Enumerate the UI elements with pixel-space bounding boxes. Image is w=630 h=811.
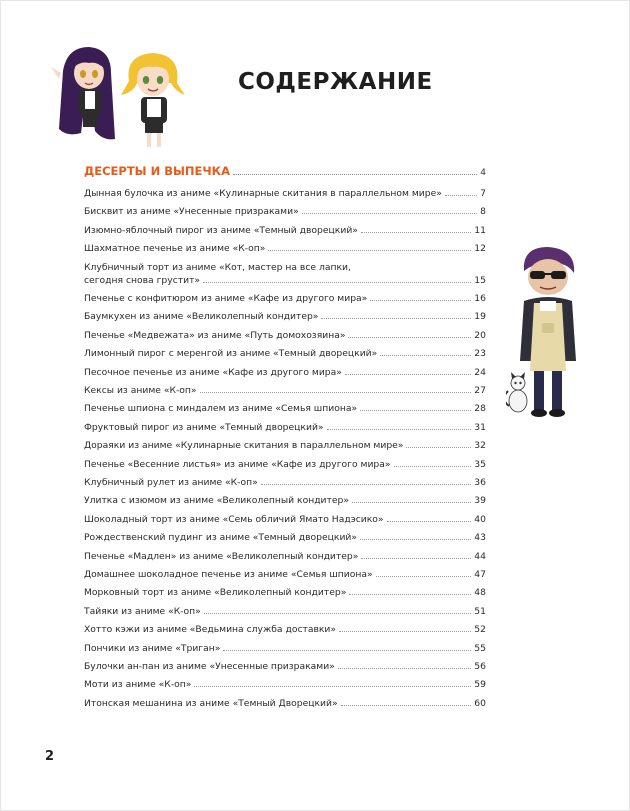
dot-leader (394, 466, 472, 467)
toc-entry-title: Клубничный торт из аниме «Кот, мастер на все лапки, (84, 261, 351, 273)
toc-entry (84, 550, 486, 563)
toc-entry-page: 59 (474, 679, 486, 691)
dot-leader (338, 668, 472, 669)
dot-leader (204, 613, 472, 614)
dot-leader (387, 521, 472, 522)
dot-leader (376, 576, 472, 577)
toc-entry (84, 623, 486, 636)
toc-entry (84, 586, 486, 599)
toc-entry (84, 642, 486, 655)
toc-entry-title: Фруктовый пирог из аниме «Темный дворецкий» (84, 421, 324, 433)
toc-entry (84, 261, 486, 287)
toc-entry (84, 402, 486, 415)
toc-entry-title: Печенье «Медвежата» из аниме «Путь домохозяина» (84, 329, 346, 341)
dot-leader (223, 650, 471, 651)
toc-entry-page: 43 (474, 532, 486, 544)
dot-leader (302, 213, 477, 214)
toc-entry-title: Хотто кэжи из аниме «Ведьмина служба доставки» (84, 624, 337, 636)
toc-entry-page: 55 (474, 642, 486, 654)
toc-entry-page: 24 (474, 366, 486, 378)
toc-entry-page: 47 (474, 569, 486, 580)
dot-leader (321, 318, 471, 319)
toc-entry-page: 11 (474, 224, 486, 236)
toc-entry-title: Печенье «Мадлен» из аниме «Великолепный кондитер» (84, 550, 359, 562)
toc-entry (84, 697, 486, 710)
dot-leader (361, 232, 471, 233)
dot-leader (380, 355, 471, 356)
toc-entry (84, 605, 486, 618)
toc-entry-title: Итонская мешанина из аниме «Темный Дворецкий» (84, 697, 338, 709)
toc-entry (84, 568, 486, 581)
toc-entry-page: 12 (474, 243, 486, 255)
toc-entry (84, 439, 486, 452)
toc-entry-title: Моти из аниме «К-оп» (84, 679, 192, 691)
toc-entry-title: Дораяки из аниме «Кулинарные скитания в параллельном мире» (84, 440, 404, 452)
toc-entry (84, 205, 486, 218)
toc-entry-page: 23 (474, 348, 486, 360)
dot-leader (360, 410, 471, 411)
toc-entry-title: Печенье шпиона с миндалем из аниме «Семья шпиона» (84, 403, 358, 415)
toc-entry-page: 31 (474, 421, 486, 433)
toc-entry (84, 384, 486, 397)
toc-entry (84, 531, 486, 544)
toc-entry-page: 60 (474, 697, 486, 709)
dot-leader (233, 174, 477, 175)
toc-entry-title: Лимонный пирог с меренгой из аниме «Темный дворецкий» (84, 348, 378, 360)
toc-entry-page: 27 (474, 385, 486, 396)
dot-leader (445, 195, 477, 196)
toc-entry-title: Дынная булочка из аниме «Кулинарные скитания в параллельном мире» (84, 188, 442, 199)
toc-entry-page: 8 (480, 206, 486, 218)
toc-entry-title: Шоколадный торт из аниме «Семь обличий Ямато Надэсико» (84, 513, 384, 525)
toc-entry-page: 48 (474, 587, 486, 599)
dot-leader (261, 484, 472, 485)
toc-entry-title: Тайяки из аниме «К-оп» (84, 605, 201, 617)
toc-entry (84, 310, 486, 323)
section-heading-label: ДЕСЕРТЫ И ВЫПЕЧКА (84, 164, 230, 178)
toc-entry-page: 15 (474, 274, 486, 286)
toc-entry-title: Печенье «Весенние листья» из аниме «Кафе из другого мира» (84, 458, 391, 470)
dot-leader (361, 558, 471, 559)
dot-leader (268, 250, 471, 251)
dot-leader (339, 631, 471, 632)
section-heading (84, 164, 486, 178)
toc-entry-page: 56 (474, 661, 486, 672)
dot-leader (406, 447, 471, 448)
toc-entry-page: 51 (474, 605, 486, 617)
toc-entry-page: 32 (474, 440, 486, 452)
dot-leader (203, 282, 471, 283)
toc-entry-page: 19 (474, 311, 486, 323)
toc-entry-page: 39 (474, 495, 486, 507)
toc-entry-title: Морковный торт из аниме «Великолепный кондитер» (84, 587, 347, 599)
toc-entry-title-line2: сегодня снова грустит» (84, 274, 201, 286)
toc-entry-title: Булочки ан-пан из аниме «Унесенные призраками» (84, 661, 335, 672)
toc-entry-title: Кексы из аниме «К-оп» (84, 385, 197, 396)
toc-entry-title: Печенье с конфитюром из аниме «Кафе из другого мира» (84, 293, 368, 304)
toc-entry-title: Шахматное печенье из аниме «К-оп» (84, 243, 266, 255)
toc-entry (84, 421, 486, 434)
toc-entry (84, 660, 486, 673)
dot-leader (345, 374, 471, 375)
toc-entry (84, 494, 486, 507)
toc-entry (84, 678, 486, 691)
page-title: СОДЕРЖАНИЕ (238, 69, 433, 95)
toc-entry-page: 20 (474, 329, 486, 341)
toc-entry-page: 44 (474, 550, 486, 562)
toc-entry (84, 187, 486, 200)
toc-entry (84, 224, 486, 237)
toc-entry-title: Домашнее шоколадное печенье из аниме «Семья шпиона» (84, 569, 373, 580)
toc-entry (84, 476, 486, 489)
toc-entry-title: Клубничный рулет из аниме «К-оп» (84, 477, 258, 488)
toc-entry-title: Улитка с изюмом из аниме «Великолепный кондитер» (84, 495, 349, 507)
toc-entry (84, 366, 486, 379)
dot-leader (327, 429, 472, 430)
dot-leader (194, 686, 471, 687)
toc-entry-title: Пончики из аниме «Триган» (84, 642, 221, 654)
toc-entry-page: 16 (474, 293, 486, 304)
dot-leader (348, 337, 471, 338)
toc-entry-title: Баумкухен из аниме «Великолепный кондитер» (84, 311, 319, 323)
toc-entry-page: 40 (474, 513, 486, 525)
dot-leader (341, 705, 472, 706)
section-heading-page: 4 (480, 168, 486, 178)
dot-leader (370, 300, 471, 301)
toc-entry-title: Рождественский пудинг из аниме «Темный дворецкий» (84, 532, 358, 544)
toc-entry-title: Бисквит из аниме «Унесенные призраками» (84, 206, 299, 218)
toc-entry-page: 52 (474, 624, 486, 636)
dot-leader (349, 594, 471, 595)
two-anime-girls-illustration (45, 41, 200, 151)
toc-entry-page: 28 (474, 403, 486, 415)
page-number: 2 (45, 749, 55, 764)
toc-entry-page: 35 (474, 458, 486, 470)
toc-entry (84, 292, 486, 305)
toc-entry-page: 36 (474, 477, 486, 488)
man-with-cat-illustration (506, 241, 596, 421)
toc-entry (84, 347, 486, 360)
dot-leader (360, 539, 471, 540)
dot-leader (352, 502, 471, 503)
toc-entry (84, 458, 486, 471)
dot-leader (200, 392, 472, 393)
toc-entry (84, 242, 486, 255)
toc-entry-title: Песочное печенье из аниме «Кафе из другого мира» (84, 366, 342, 378)
toc-entry (84, 329, 486, 342)
toc-entry-page: 7 (480, 188, 486, 199)
toc-entry-title: Изюмно-яблочный пирог из аниме «Темный дворецкий» (84, 224, 358, 236)
toc-entry (84, 513, 486, 526)
